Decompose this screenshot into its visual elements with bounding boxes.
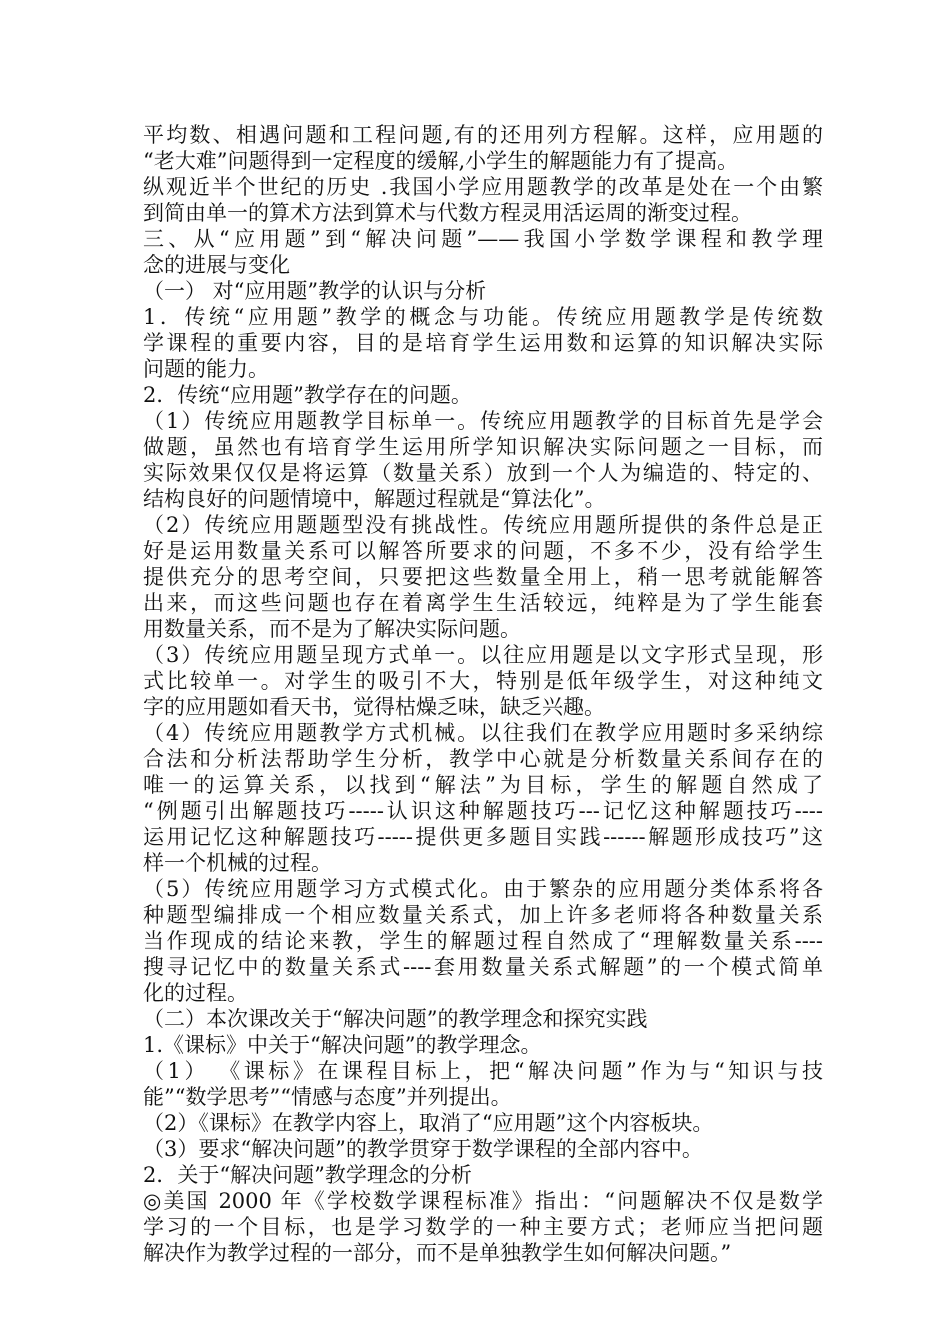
document-body — [143, 122, 823, 1266]
text-line: ◎美国 2000 年《学校数学课程标准》指出：“问题解决不仅是数学 — [143, 1189, 823, 1213]
text-line: 唯一的运算关系，以找到“解法”为目标，学生的解题自然成了 — [143, 773, 823, 797]
text-line: 样一个机械的过程。 — [143, 851, 332, 875]
text-line: 种题型编排成一个相应数量关系式，加上许多老师将各种数量关系 — [143, 903, 823, 927]
text-line: 运用记忆这种解题技巧-----提供更多题目实践------解题形成技巧”这 — [143, 825, 823, 849]
text-line: （1）传统应用题教学目标单一。传统应用题教学的目标首先是学会 — [143, 409, 823, 433]
text-line: 好是运用数量关系可以解答所要求的问题，不多不少，没有给学生 — [143, 539, 823, 563]
text-line: “例题引出解题技巧-----认识这种解题技巧---记忆这种解题技巧---- — [143, 799, 823, 823]
text-line: 用数量关系，而不是为了解决实际问题。 — [143, 617, 521, 641]
text-line: 式比较单一。对学生的吸引不大，特别是低年级学生，对这种纯文 — [143, 669, 823, 693]
text-line: 纵观近半个世纪的历史 .我国小学应用题教学的改革是处在一个由繁 — [143, 175, 823, 199]
text-line: 到简由单一的算术方法到算术与代数方程灵用活运周的渐变过程。 — [143, 201, 752, 225]
text-line: （1） 《课标》在课程目标上，把“解决问题”作为与“知识与技 — [143, 1059, 823, 1083]
text-line: 出来，而这些问题也存在着离学生生活较远，纯粹是为了学生能套 — [143, 591, 823, 615]
text-line: 提供充分的思考空间，只要把这些数量全用上，稍一思考就能解答 — [143, 565, 823, 589]
text-line: 合法和分析法帮助学生分析，教学中心就是分析数量关系间存在的 — [143, 747, 823, 771]
text-line: （二）本次课改关于“解决问题”的教学理念和探究实践 — [143, 1007, 648, 1031]
text-line: 当作现成的结论来教，学生的解题过程自然成了“理解数量关系---- — [143, 929, 823, 953]
text-line: （3）传统应用题呈现方式单一。以往应用题是以文字形式呈现，形 — [143, 643, 823, 667]
text-line: 1.《课标》中关于“解决问题”的教学理念。 — [143, 1033, 542, 1057]
text-line: 字的应用题如看天书，觉得枯燥乏味，缺乏兴趣。 — [143, 695, 605, 719]
text-line: 问题的能力。 — [143, 357, 269, 381]
text-line: 念的进展与变化 — [143, 253, 290, 277]
text-line: 做题，虽然也有培育学生运用所学知识解决实际问题之一目标，而 — [143, 435, 823, 459]
text-line: 搜寻记忆中的数量关系式----套用数量关系式解题”的一个模式简单 — [143, 955, 823, 979]
text-line: 结构良好的问题情境中，解题过程就是“算法化”。 — [143, 487, 606, 511]
text-line: 2．关于“解决问题”教学理念的分析 — [143, 1163, 472, 1187]
text-line: （3）要求“解决问题”的教学贯穿于数学课程的全部内容中。 — [143, 1137, 703, 1161]
text-line: 实际效果仅仅是将运算（数量关系）放到一个人为编造的、特定的、 — [143, 461, 823, 485]
text-line: （5）传统应用题学习方式模式化。由于繁杂的应用题分类体系将各 — [143, 877, 823, 901]
text-line: 化的过程。 — [143, 981, 248, 1005]
text-line: 能”“数学思考”“情感与态度”并列提出。 — [143, 1085, 512, 1109]
text-line: 1．传统“应用题”教学的概念与功能。传统应用题教学是传统数 — [143, 305, 823, 329]
text-line: （4）传统应用题教学方式机械。以往我们在教学应用题时多采纳综 — [143, 721, 823, 745]
text-line: 学课程的重要内容，目的是培育学生运用数和运算的知识解决实际 — [143, 331, 823, 355]
text-line: 学习的一个目标，也是学习数学的一种主要方式；老师应当把问题 — [143, 1215, 823, 1239]
text-line: 2．传统“应用题”教学存在的问题。 — [143, 383, 472, 407]
text-line: 平均数、相遇问题和工程问题,有的还用列方程解。这样，应用题的 — [143, 123, 823, 147]
text-line: 解决作为教学过程的一部分，而不是单独教学生如何解决问题。” — [143, 1241, 732, 1265]
text-line: （2）传统应用题题型没有挑战性。传统应用题所提供的条件总是正 — [143, 513, 823, 537]
text-line: “老大难”问题得到一定程度的缓解,小学生的解题能力有了提高。 — [143, 149, 739, 173]
text-line: 三、从“应用题”到“解决问题”——我国小学数学课程和教学理 — [143, 227, 823, 251]
text-line: （一） 对“应用题”教学的认识与分析 — [143, 279, 487, 303]
text-line: （2）《课标》在教学内容上，取消了“应用题”这个内容板块。 — [143, 1111, 714, 1135]
